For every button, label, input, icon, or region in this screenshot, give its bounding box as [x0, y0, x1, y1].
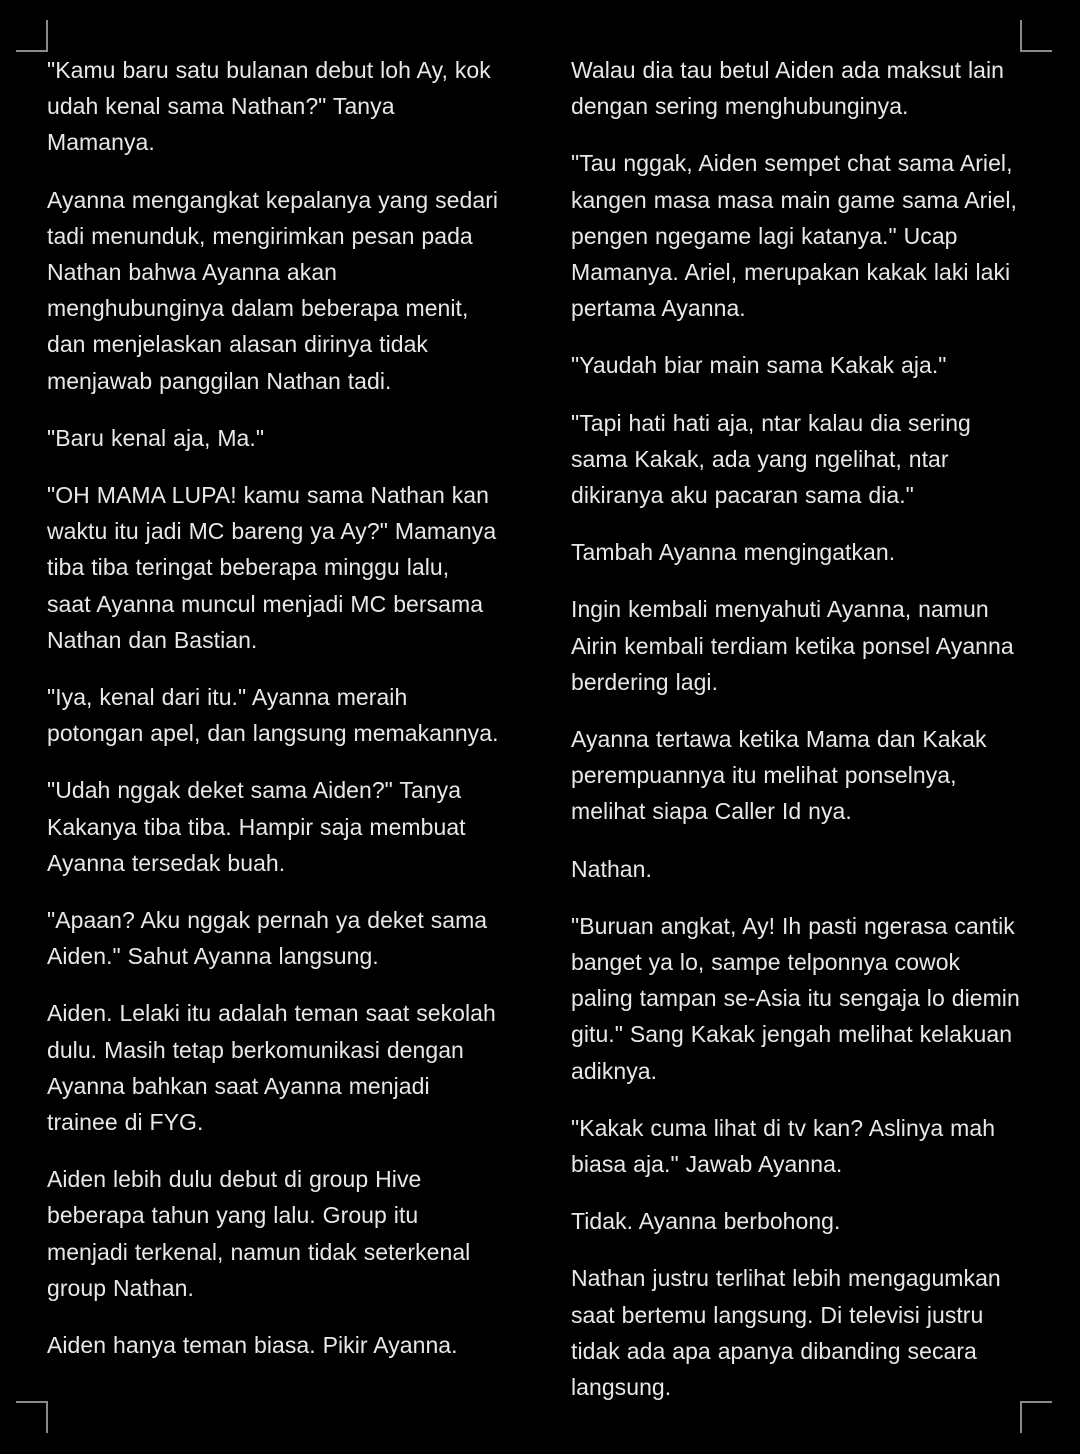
paragraph: Aiden hanya teman biasa. Pikir Ayanna.: [47, 1332, 458, 1359]
paragraph: "Baru kenal aja, Ma.": [47, 424, 265, 451]
paragraph: "Iya, kenal dari itu." Ayanna meraih potongan apel, dan langsung memakannya.: [47, 684, 499, 747]
paragraph: "Apaan? Aku nggak pernah ya deket sama Aiden." Sahut Ayanna langsung.: [47, 907, 488, 970]
paragraph: Aiden. Lelaki itu adalah teman saat sekolah dulu. Masih tetap berkomunikasi dengan Ayanna bahkan saat Ayanna menjadi trainee di FYG.: [47, 1000, 496, 1136]
paragraph: "Kamu baru satu bulanan debut loh Ay, kok udah kenal sama Nathan?" Tanya Mamanya.: [47, 57, 491, 156]
paragraph: Aiden lebih dulu debut di group Hive beberapa tahun yang lalu. Group itu menjadi terkenal, namun tidak seterkenal group Nathan.: [47, 1166, 471, 1301]
paragraph: "Kakak cuma lihat di tv kan? Aslinya mah biasa aja." Jawab Ayanna.: [571, 1114, 996, 1178]
paragraph: Tambah Ayanna mengingatkan.: [571, 539, 896, 566]
crop-mark-top-right: [1020, 20, 1052, 52]
paragraph: Ayanna mengangkat kepalanya yang sedari tadi menunduk, mengirimkan pesan pada Nathan bahwa Ayanna akan menghubunginya dalam beberapa menit, dan menjelaskan alasan dirinya tidak menjawab panggilan Nathan tadi.: [47, 186, 499, 394]
paragraph: "Tapi hati hati aja, ntar kalau dia sering sama Kakak, ada yang ngelihat, ntar dikiranya aku pacaran sama dia.": [571, 409, 971, 509]
crop-mark-bottom-left: [16, 1401, 48, 1433]
left-column: [47, 52, 499, 1384]
paragraph: "Tau nggak, Aiden sempet chat sama Ariel, kangen masa masa main game sama Ariel, pengen ngegame lagi katanya." Ucap Mamanya. Ariel, merupakan kakak laki laki pertama Ayanna.: [571, 150, 1017, 322]
right-column: [571, 52, 1023, 1426]
crop-mark-bottom-right: [1020, 1401, 1052, 1433]
paragraph: "Yaudah biar main sama Kakak aja.": [571, 352, 947, 379]
paragraph: Walau dia tau betul Aiden ada maksut lain dengan sering menghubunginya.: [571, 57, 1005, 120]
paragraph: "Buruan angkat, Ay! Ih pasti ngerasa cantik banget ya lo, sampe telponnya cowok paling tampan se-Asia itu sengaja lo diemin gitu." Sang Kakak jengah melihat kelakuan adiknya.: [571, 912, 1020, 1084]
paragraph: Nathan justru terlihat lebih mengagumkan saat bertemu langsung. Di televisi justru tidak ada apa apanya dibanding secara langsung.: [571, 1265, 1001, 1401]
paragraph: "OH MAMA LUPA! kamu sama Nathan kan waktu itu jadi MC bareng ya Ay?" Mamanya tiba tiba teringat beberapa minggu lalu, saat Ayanna muncul menjadi MC bersama Nathan dan Bastian.: [47, 482, 497, 653]
paragraph: Tidak. Ayanna berbohong.: [571, 1208, 841, 1235]
paragraph: "Udah nggak deket sama Aiden?" Tanya Kakanya tiba tiba. Hampir saja membuat Ayanna tersedak buah.: [47, 777, 466, 876]
paragraph: Ingin kembali menyahuti Ayanna, namun Airin kembali terdiam ketika ponsel Ayanna berdering lagi.: [571, 596, 1014, 695]
crop-mark-top-left: [16, 20, 48, 52]
paragraph: Nathan.: [571, 855, 652, 882]
paragraph: Ayanna tertawa ketika Mama dan Kakak perempuannya itu melihat ponselnya, melihat siapa Caller Id nya.: [571, 726, 987, 825]
